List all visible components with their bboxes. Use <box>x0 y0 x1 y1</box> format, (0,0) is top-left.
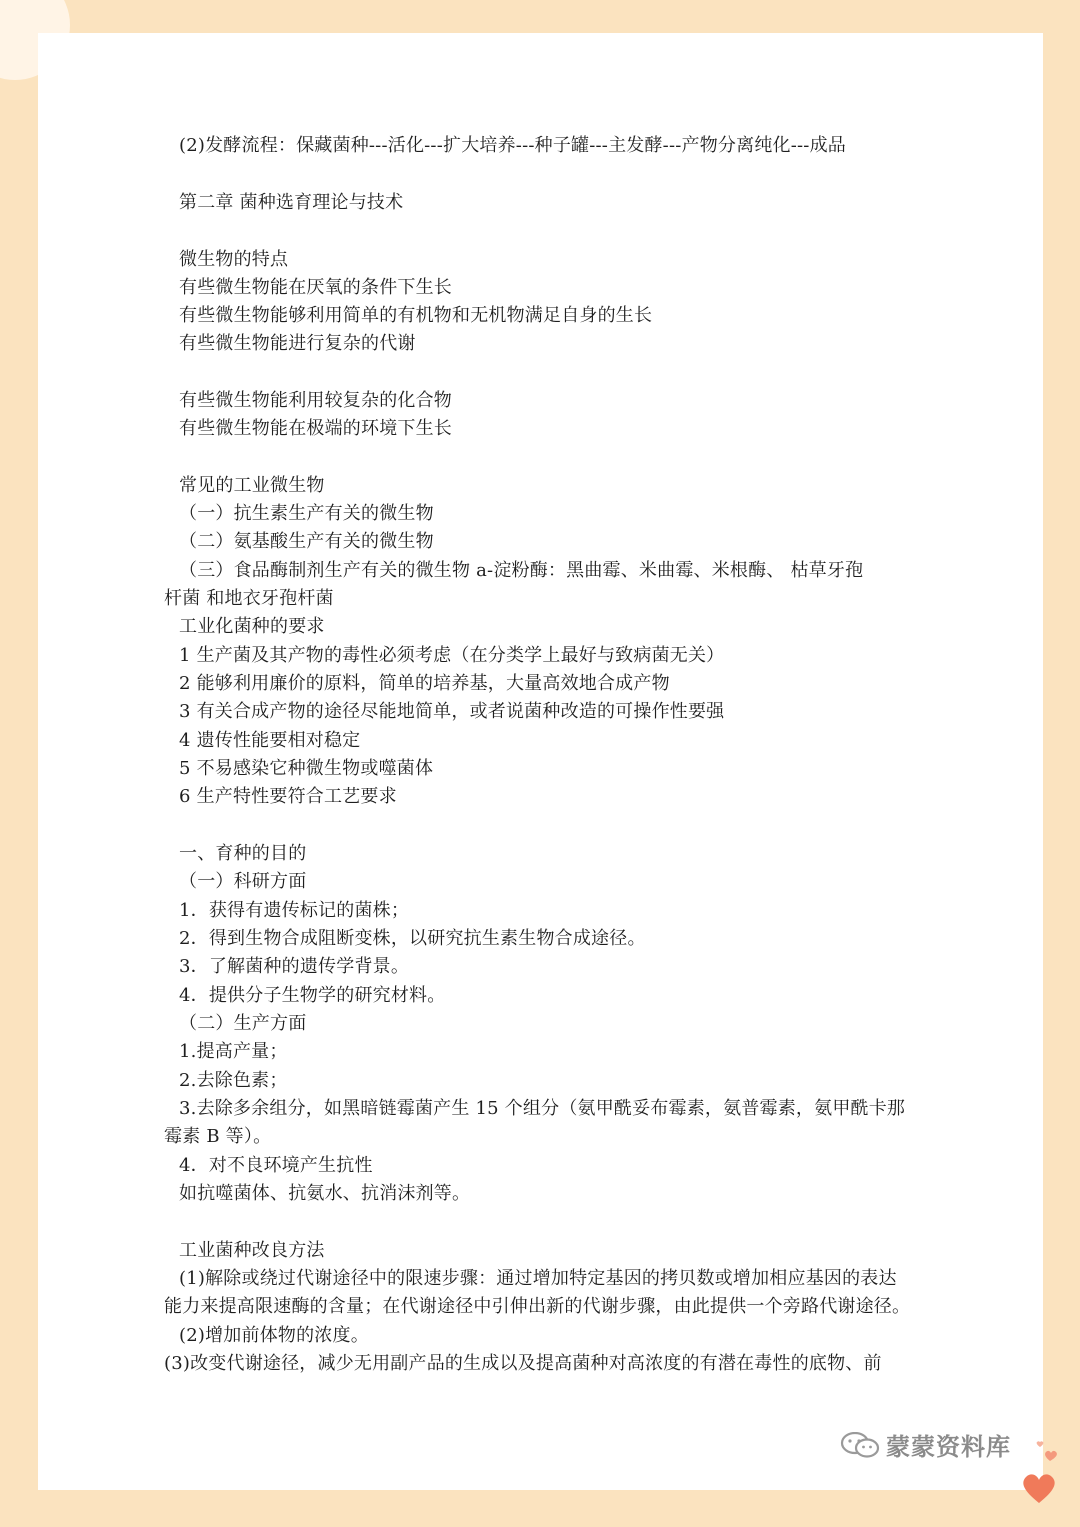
chapter-heading: 第二章 菌种选育理论与技术 <box>179 192 404 213</box>
list-item: 1．获得有遗传标记的菌株； <box>179 900 410 921</box>
section-heading: 一、育种的目的 <box>179 843 307 864</box>
text-line: 有些微生物能进行复杂的代谢 <box>179 333 416 354</box>
section-heading: 微生物的特点 <box>179 249 289 270</box>
list-item: 1 生产菌及其产物的毒性必须考虑（在分类学上最好与致病菌无关） <box>179 645 725 666</box>
list-item: 2.去除色素； <box>179 1070 288 1091</box>
section-heading: 工业化菌种的要求 <box>179 616 325 637</box>
list-item: 2 能够利用廉价的原料，简单的培养基，大量高效地合成产物 <box>179 673 670 694</box>
text-line: （二）氨基酸生产有关的微生物 <box>179 531 434 552</box>
section-heading: 工业菌种改良方法 <box>179 1240 325 1261</box>
text-line: 杆菌 和地衣牙孢杆菌 <box>164 588 334 609</box>
text-line: 有些微生物能利用较复杂的化合物 <box>179 390 452 411</box>
text-line: 有些微生物能够利用简单的有机物和无机物满足自身的生长 <box>179 305 653 326</box>
list-item: 6 生产特性要符合工艺要求 <box>179 786 397 807</box>
document-page <box>38 33 1043 1490</box>
list-item: 3．了解菌种的遗传学背景。 <box>179 956 410 977</box>
text-line: 有些微生物能在极端的环境下生长 <box>179 418 452 439</box>
text-line: 能力来提高限速酶的含量；在代谢途径中引伸出新的代谢步骤，由此提供一个旁路代谢途径。 <box>164 1296 911 1317</box>
subsection-heading: （一）科研方面 <box>179 871 307 892</box>
section-heading: 常见的工业微生物 <box>179 475 325 496</box>
hearts-decoration <box>1016 1427 1062 1507</box>
list-item: 4 遗传性能要相对稳定 <box>179 730 361 751</box>
text-line: （一）抗生素生产有关的微生物 <box>179 503 434 524</box>
watermark-text: 蒙蒙资料库 <box>886 1433 1011 1461</box>
list-item: 3.去除多余组分，如黑暗链霉菌产生 15 个组分（氨甲酰妥布霉素，氨普霉素，氨甲酰卡那 <box>179 1098 906 1119</box>
subsection-heading: （二）生产方面 <box>179 1013 307 1034</box>
list-item: 1.提高产量； <box>179 1041 288 1062</box>
text-line: 霉素 B 等）。 <box>164 1126 272 1147</box>
text-line: (1)解除或绕过代谢途径中的限速步骤：通过增加特定基因的拷贝数或增加相应基因的表达 <box>179 1268 897 1289</box>
list-item: 5 不易感染它种微生物或噬菌体 <box>179 758 434 779</box>
list-item: 4．提供分子生物学的研究材料。 <box>179 985 446 1006</box>
text-line: 如抗噬菌体、抗氨水、抗消沫剂等。 <box>179 1183 471 1204</box>
fermentation-process-line: (2)发酵流程：保藏菌种---活化---扩大培养---种子罐---主发酵---产物分离纯化---成品 <box>179 135 846 156</box>
list-item: 3 有关合成产物的途径尽能地简单，或者说菌种改造的可操作性要强 <box>179 701 725 722</box>
text-line: (3)改变代谢途径，减少无用副产品的生成以及提高菌种对高浓度的有潜在毒性的底物、前 <box>164 1353 882 1374</box>
text-line: （三）食品酶制剂生产有关的微生物 a-淀粉酶：黑曲霉、米曲霉、米根酶、 枯草牙孢 <box>179 560 864 581</box>
text-line: 有些微生物能在厌氧的条件下生长 <box>179 277 452 298</box>
list-item: 2．得到生物合成阻断变株，以研究抗生素生物合成途径。 <box>179 928 646 949</box>
text-line: (2)增加前体物的浓度。 <box>179 1325 369 1346</box>
wechat-icon <box>840 1432 880 1458</box>
list-item: 4．对不良环境产生抗性 <box>179 1155 373 1176</box>
watermark <box>840 1427 1011 1462</box>
